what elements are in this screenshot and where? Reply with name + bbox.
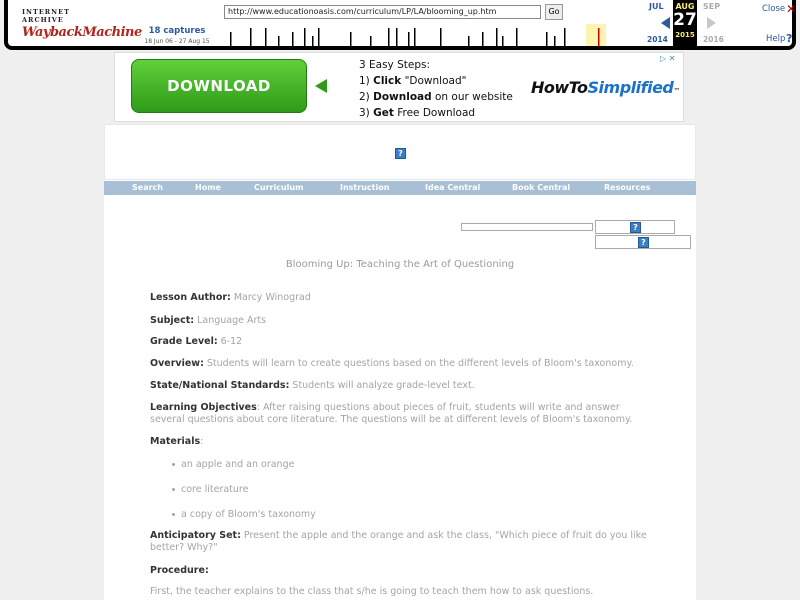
- wayback-logo[interactable]: [22, 8, 142, 40]
- current-month: AUG: [675, 2, 695, 11]
- procedure-label: Procedure:: [150, 565, 209, 576]
- help-link[interactable]: Help: [766, 34, 786, 44]
- capture-bar: [318, 28, 320, 46]
- next-capture-arrow-icon: [707, 17, 716, 29]
- step-num: 1): [359, 75, 374, 87]
- capture-sparkline[interactable]: [220, 24, 640, 46]
- capture-bar: [496, 28, 498, 46]
- nav-resources[interactable]: Resources: [604, 183, 651, 192]
- advertisement[interactable]: [114, 52, 684, 122]
- objectives-label: Learning Objectives: [150, 402, 257, 413]
- grade-label: Grade Level:: [150, 336, 218, 347]
- step-num: 3): [359, 107, 374, 119]
- capture-bar: [312, 36, 314, 46]
- grade-value: 6-12: [217, 336, 243, 347]
- ad-download-button[interactable]: DOWNLOAD: [131, 59, 307, 113]
- capture-bar: [482, 32, 484, 46]
- anticipatory-value: Present the apple and the orange and ask the class, "Which piece of fruit do you like better? Why?": [150, 530, 647, 553]
- close-link[interactable]: Close: [762, 4, 786, 14]
- image-box: [595, 220, 675, 234]
- subject-label: Subject:: [150, 315, 195, 326]
- prev-year-link[interactable]: 2014: [647, 35, 668, 44]
- captures-link[interactable]: 18 captures: [148, 26, 206, 36]
- overview-value: Students will learn to create questions based on the different levels of Bloom's taxonomy.: [203, 358, 634, 369]
- logo-main-text: WaybackMachine: [22, 25, 142, 40]
- broken-image-icon: ?: [638, 237, 649, 248]
- wayback-toolbar: [4, 0, 796, 50]
- procedure-text: First, the teacher explains to the class that s/he is going to teach them how to ask questions.: [150, 586, 594, 597]
- step1-text: "Download": [401, 75, 467, 87]
- search-box[interactable]: [461, 223, 593, 231]
- current-date: [673, 0, 697, 46]
- materials-colon: :: [200, 436, 204, 447]
- capture-bar: [304, 28, 306, 46]
- next-month-link: SEP: [703, 2, 721, 11]
- capture-bar: [250, 28, 252, 46]
- step3-bold: Get: [373, 107, 394, 119]
- capture-bar: [278, 36, 280, 46]
- materials-list: [172, 459, 316, 534]
- captures-info: [141, 26, 213, 45]
- capture-bar: [230, 32, 232, 46]
- broken-image-icon: ?: [630, 222, 641, 233]
- nav-book-central[interactable]: Book Central: [512, 183, 571, 192]
- list-item: an apple and an orange: [172, 459, 316, 484]
- list-item: a copy of Bloom's taxonomy: [172, 509, 316, 534]
- step1-bold: Click: [373, 75, 402, 87]
- adchoices-icon[interactable]: ▷ ✕: [660, 54, 676, 63]
- author-value: Marcy Winograd: [230, 292, 311, 303]
- capture-bar: [468, 36, 470, 46]
- step2-bold: Download: [373, 91, 432, 103]
- capture-bar: [440, 28, 442, 46]
- ad-steps-title: 3 Easy Steps:: [359, 59, 431, 71]
- capture-bar: [598, 28, 600, 46]
- close-x-icon[interactable]: ✕: [786, 2, 797, 16]
- prev-month-link[interactable]: JUL: [649, 2, 664, 11]
- ad-logo-simplified: Simplified: [587, 78, 674, 97]
- page-title: Blooming Up: Teaching the Art of Questioning: [285, 259, 515, 270]
- list-item: core literature: [172, 484, 316, 509]
- anticipatory-label: Anticipatory Set:: [150, 530, 241, 541]
- objectives-value: : After raising questions about pieces of fruit, students will write and answer several questions about core literature. The questions will be at different levels of Bloom's taxonomy.: [150, 402, 633, 425]
- next-year-link: 2016: [703, 35, 724, 44]
- standards-label: State/National Standards:: [150, 380, 290, 391]
- capture-bar: [370, 36, 372, 46]
- author-label: Lesson Author:: [150, 292, 231, 303]
- capture-bar: [502, 36, 504, 46]
- nav-instruction[interactable]: Instruction: [340, 183, 390, 192]
- capture-bar: [554, 36, 556, 46]
- site-nav: [104, 181, 696, 195]
- step2-text: on our website: [431, 91, 513, 103]
- site-banner: [104, 124, 696, 180]
- current-year: 2015: [675, 31, 695, 39]
- nav-search[interactable]: Search: [132, 183, 163, 192]
- nav-curriculum[interactable]: Curriculum: [254, 183, 304, 192]
- standards-value: Students will analyze grade-level text.: [289, 380, 475, 391]
- ad-logo-how: HowTo: [531, 78, 588, 97]
- step3-text: Free Download: [393, 107, 476, 119]
- capture-bar: [388, 28, 390, 46]
- image-box: [595, 235, 691, 249]
- step-num: 2): [359, 91, 374, 103]
- ad-arrow-icon: [315, 79, 327, 93]
- ad-brand-logo[interactable]: [531, 78, 680, 97]
- url-input[interactable]: http://www.educationoasis.com/curriculum/LP/LA/blooming_up.htm: [224, 5, 541, 19]
- calendar-nav: [645, 0, 745, 46]
- logo-top-text: INTERNET ARCHIVE: [22, 8, 70, 24]
- capture-bar: [546, 32, 548, 46]
- capture-bar: [350, 32, 352, 46]
- materials-label: Materials: [150, 436, 201, 447]
- subject-value: Language Arts: [194, 315, 267, 326]
- broken-image-icon: ?: [395, 148, 406, 159]
- question-icon[interactable]: ?: [786, 32, 793, 45]
- capture-bar: [408, 32, 410, 46]
- current-day: 27: [673, 10, 697, 30]
- prev-capture-arrow-icon[interactable]: [661, 17, 670, 29]
- capture-bar: [564, 28, 566, 46]
- ad-logo-tm: ™: [673, 87, 680, 95]
- capture-bar: [265, 28, 267, 46]
- nav-idea-central[interactable]: Idea Central: [425, 183, 481, 192]
- capture-bar: [516, 28, 518, 46]
- nav-home[interactable]: Home: [195, 183, 221, 192]
- capture-range: 18 Jun 06 - 27 Aug 15: [144, 38, 210, 45]
- capture-bar: [396, 28, 398, 46]
- page-content: [104, 124, 696, 600]
- overview-label: Overview:: [150, 358, 204, 369]
- capture-bar: [414, 28, 416, 46]
- go-button[interactable]: Go: [545, 4, 563, 20]
- capture-bar: [292, 32, 294, 46]
- ad-steps: [359, 57, 513, 121]
- current-year-highlight: [586, 24, 606, 46]
